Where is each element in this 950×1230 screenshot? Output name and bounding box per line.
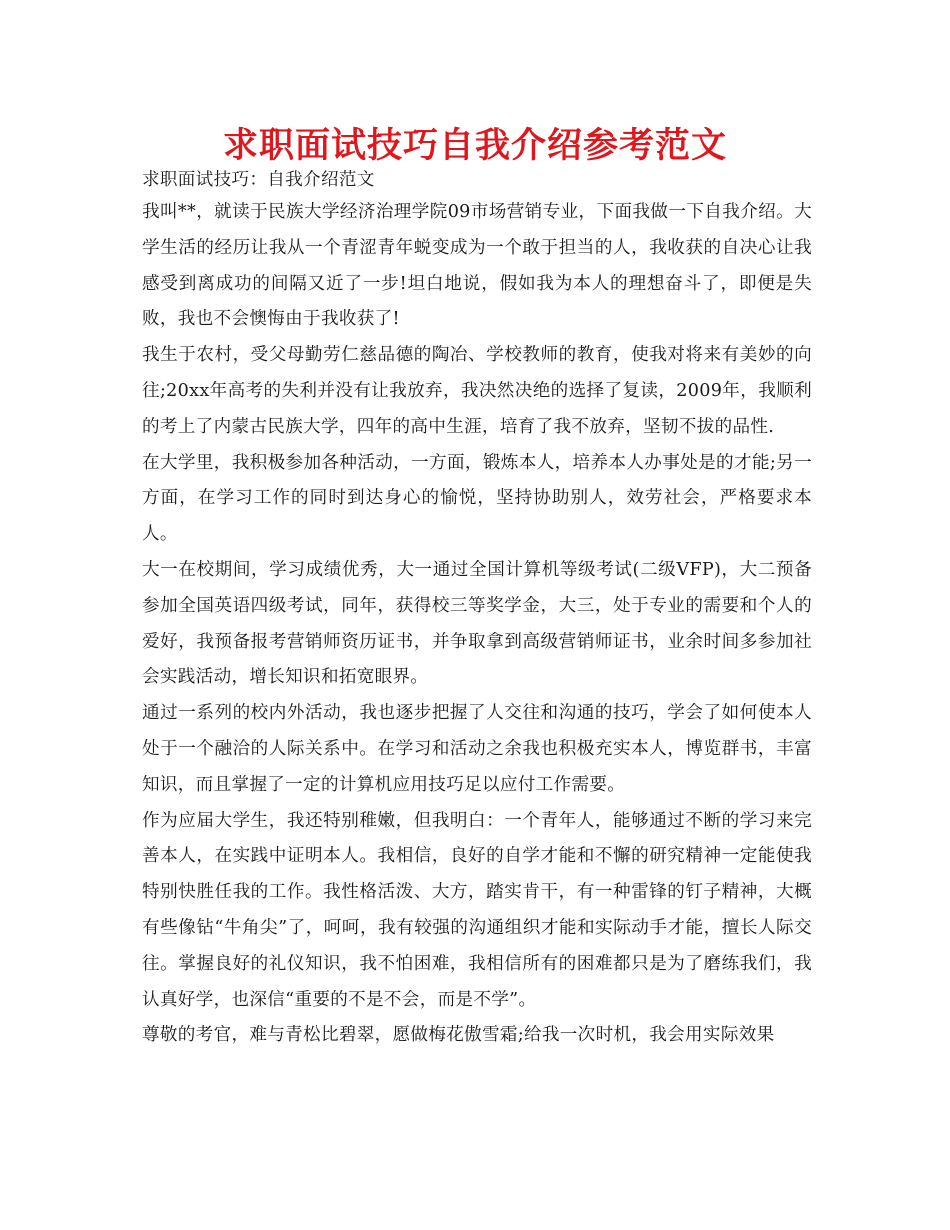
paragraph-intro: 我叫**，就读于民族大学经济治理学院09市场营销专业，下面我做一下自我介绍。大学生活的经历让我从一个青涩青年蜕变成为一个敢于担当的人，我收获的自决心让我感受到离成功的间隔又近了一步!坦白地说，假如我为本人的理想奋斗了，即便是失败，我也不会懊悔由于我收获了! [142,202,812,330]
paragraph-background: 我生于农村，受父母勤劳仁慈品德的陶冶、学校教师的教育，使我对将来有美妙的向往;20xx年高考的失利并没有让我放弃，我决然决绝的选择了复读，2009年，我顺利的考上了内蒙古民族大学，四年的高中生涯，培育了我不放弃，坚韧不拔的品性. [142,345,812,437]
paragraph-personality: 作为应届大学生，我还特别稚嫩，但我明白：一个青年人，能够通过不断的学习来完善本人，在实践中证明本人。我相信，良好的自学才能和不懈的研究精神一定能使我特别快胜任我的工作。我性格活泼、大方，踏实肯干，有一种雷锋的钉子精神，大概有些像钻“牛角尖”了，呵呵，我有较强的沟通组织才能和实际动手才能，擅长人际交往。掌握良好的礼仪知识，我不怕困难，我相信所有的困难都只是为了磨练我们，我认真好学，也深信“重要的不是不会，而是不学”。 [142,810,812,1010]
document-subheading: 求职面试技巧：自我介绍范文 [142,170,375,190]
document-body [142,167,812,1054]
paragraph-activities: 在大学里，我积极参加各种活动，一方面，锻炼本人，培养本人办事处是的才能;另一方面，在学习工作的同时到达身心的愉悦，坚持协助别人，效劳社会，严格要求本人。 [142,452,812,545]
paragraph-closing: 尊敬的考官，难与青松比碧翠，愿做梅花傲雪霜;给我一次时机，我会用实际效果 [142,1025,775,1046]
paragraph-achievements: 大一在校期间，学习成绩优秀，大一通过全国计算机等级考试(二级VFP)，大二预备参加全国英语四级考试，同年，获得校三等奖学金，大三，处于专业的需要和个人的爱好，我预备报考营销师资历证书，并争取拿到高级营销师证书，业余时间多参加社会实践活动，增长知识和拓宽眼界。 [142,559,812,688]
document-title: 求职面试技巧自我介绍参考范文 [222,126,727,166]
paragraph-communication: 通过一系列的校内外活动，我也逐步把握了人交往和沟通的技巧，学会了如何使本人处于一个融洽的人际关系中。在学习和活动之余我也积极充实本人，博览群书，丰富知识，而且掌握了一定的计算机应用技巧足以应付工作需要。 [142,703,812,795]
